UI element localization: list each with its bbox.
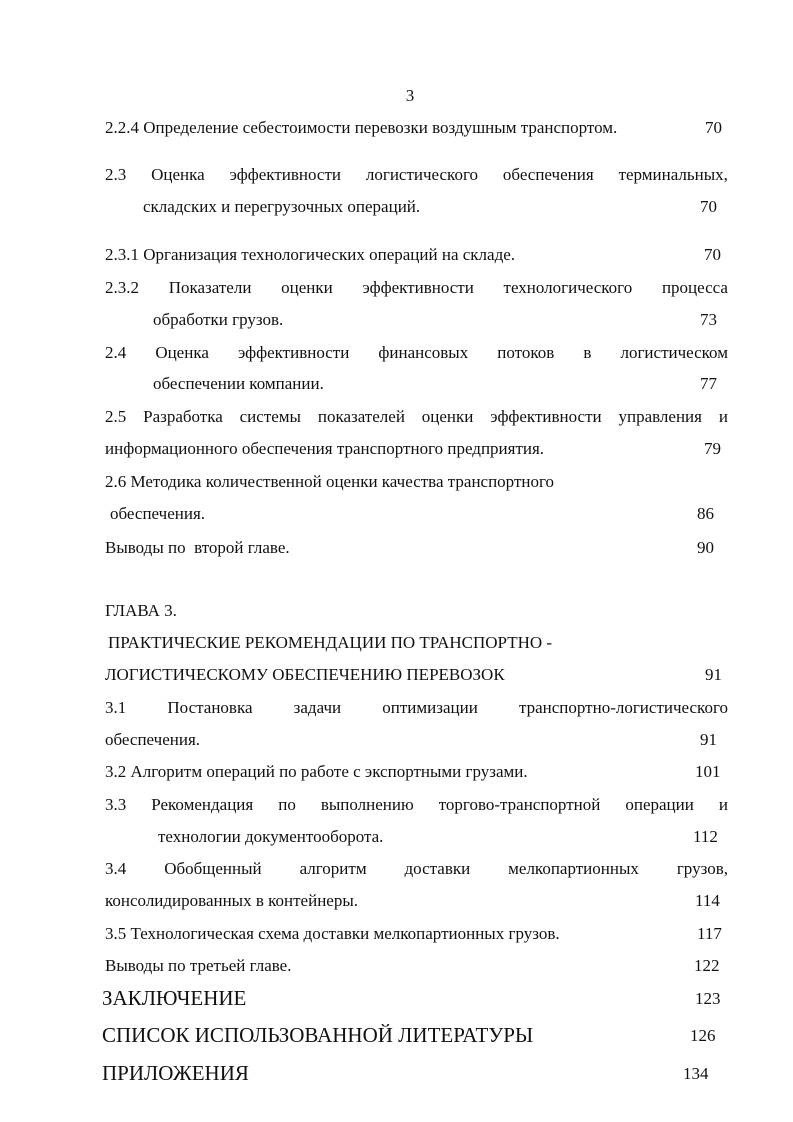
- toc-word: логистического: [365, 165, 478, 184]
- toc-entry-3-5-title: 3.5 Технологическая схема доставки мелкопартионных грузов.: [105, 924, 560, 943]
- toc-word: потоков: [497, 343, 555, 362]
- toc-entry-3-4-title: [105, 858, 728, 880]
- toc-appendices-title: ПРИЛОЖЕНИЯ: [102, 1061, 249, 1085]
- toc-entry-2-3-2-title: [105, 277, 728, 299]
- toc-word: алгоритм: [299, 859, 367, 878]
- toc-entry-2-5-title: [105, 406, 728, 428]
- toc-entry-3-4-cont: консолидированных в контейнеры.: [105, 891, 359, 910]
- toc-word: системы: [239, 407, 301, 426]
- toc-word: 2.4: [105, 343, 127, 362]
- toc-word: задачи: [293, 698, 342, 717]
- toc-appendices-page: 134: [683, 1064, 709, 1083]
- toc-word: эффективности: [237, 343, 350, 362]
- toc-conclusions-ch3-page: 122: [694, 956, 720, 975]
- toc-word: эффективности: [362, 278, 474, 297]
- toc-entry-2-3-cont: складских и перегрузочных операций.: [143, 197, 421, 216]
- toc-word: Обобщенный: [164, 859, 262, 878]
- toc-word: Показатели: [168, 278, 252, 297]
- toc-word: эффективности: [229, 165, 341, 184]
- toc-entry-2-3-2-cont: обработки грузов.: [153, 310, 284, 329]
- toc-entry-3-1-title: [105, 697, 728, 719]
- toc-word: технологического: [503, 278, 633, 297]
- toc-entry-2-4-cont: обеспечении компании.: [153, 374, 324, 393]
- toc-word: обеспечения: [502, 165, 594, 184]
- toc-entry-2-2-4-title: 2.2.4 Определение себестоимости перевозки воздушным транспортом.: [105, 118, 618, 137]
- toc-word: и: [718, 795, 728, 814]
- toc-word: финансовых: [378, 343, 469, 362]
- toc-chapter-3-heading: ГЛАВА 3.: [105, 601, 177, 620]
- toc-word: оценки: [281, 278, 333, 297]
- toc-entry-3-4-page: 114: [695, 891, 720, 910]
- toc-entry-2-6-title: 2.6 Методика количественной оценки качества транспортного: [105, 472, 555, 491]
- toc-word: по: [278, 795, 296, 814]
- toc-word: 3.4: [105, 859, 127, 878]
- toc-bibliography-title: СПИСОК ИСПОЛЬЗОВАННОЙ ЛИТЕРАТУРЫ: [102, 1023, 534, 1047]
- toc-word: Разработка: [143, 407, 223, 426]
- toc-conclusions-ch2-title: Выводы по второй главе.: [105, 538, 290, 557]
- toc-entry-2-6-page: 86: [697, 504, 714, 523]
- toc-word: управления: [618, 407, 702, 426]
- toc-conclusion-title: ЗАКЛЮЧЕНИЕ: [102, 986, 247, 1010]
- toc-word: оценки: [421, 407, 474, 426]
- toc-word: показателей: [317, 407, 405, 426]
- toc-chapter-3-title-line1: ПРАКТИЧЕСКИЕ РЕКОМЕНДАЦИИ ПО ТРАНСПОРТНО -: [108, 633, 553, 652]
- toc-entry-2-3-title: [105, 164, 728, 186]
- toc-word: оптимизации: [382, 698, 478, 717]
- toc-bibliography-page: 126: [690, 1026, 716, 1045]
- toc-word: транспортно-логистического: [518, 698, 728, 717]
- toc-word: логистическом: [620, 343, 728, 362]
- toc-word: Оценка: [151, 165, 205, 184]
- toc-entry-3-1-page: 91: [700, 730, 717, 749]
- toc-conclusion-page: 123: [695, 989, 721, 1008]
- toc-entry-2-3-page: 70: [700, 197, 717, 216]
- toc-word: мелкопартионных: [508, 859, 639, 878]
- toc-word: 3.1: [105, 698, 127, 717]
- toc-word: 2.3.2: [105, 278, 139, 297]
- toc-entry-3-2-title: 3.2 Алгоритм операций по работе с экспортными грузами.: [105, 762, 528, 781]
- toc-entry-2-6-cont: обеспечения.: [110, 504, 206, 523]
- toc-entry-3-3-cont: технологии документооборота.: [158, 827, 384, 846]
- toc-word: и: [718, 407, 728, 426]
- toc-conclusions-ch3-title: Выводы по третьей главе.: [105, 956, 292, 975]
- toc-conclusions-ch2-page: 90: [697, 538, 714, 557]
- toc-entry-2-3-1-title: 2.3.1 Организация технологических операций на складе.: [105, 245, 516, 264]
- toc-word: торгово-транспортной: [438, 795, 601, 814]
- toc-word: терминальных,: [618, 165, 728, 184]
- toc-word: Оценка: [155, 343, 209, 362]
- toc-entry-2-4-title: [105, 342, 728, 364]
- toc-entry-2-2-4-page: 70: [705, 118, 722, 137]
- toc-entry-2-3-1-page: 70: [704, 245, 721, 264]
- toc-entry-2-5-page: 79: [704, 439, 721, 458]
- toc-word: процесса: [661, 278, 728, 297]
- toc-word: операции: [625, 795, 694, 814]
- toc-chapter-3-title-line2: ЛОГИСТИЧЕСКОМУ ОБЕСПЕЧЕНИЮ ПЕРЕВОЗОК: [105, 665, 505, 684]
- toc-word: в: [583, 343, 592, 362]
- toc-entry-3-3-title: [105, 794, 728, 816]
- toc-word: выполнению: [320, 795, 414, 814]
- toc-word: доставки: [404, 859, 471, 878]
- page-number: 3: [405, 86, 415, 105]
- toc-entry-3-2-page: 101: [695, 762, 721, 781]
- toc-entry-3-5-page: 117: [697, 924, 722, 943]
- toc-entry-3-3-page: 112: [693, 827, 718, 846]
- toc-entry-2-5-cont: информационного обеспечения транспортного предприятия.: [105, 439, 545, 458]
- toc-entry-2-4-page: 77: [700, 374, 717, 393]
- toc-chapter-3-page: 91: [705, 665, 722, 684]
- toc-entry-2-3-2-page: 73: [700, 310, 717, 329]
- toc-word: эффективности: [490, 407, 602, 426]
- toc-word: Рекомендация: [151, 795, 254, 814]
- toc-word: 3.3: [105, 795, 127, 814]
- toc-entry-3-1-cont: обеспечения.: [105, 730, 201, 749]
- toc-word: Постановка: [167, 698, 253, 717]
- toc-word: 2.3: [105, 165, 127, 184]
- toc-word: 2.5: [105, 407, 127, 426]
- toc-word: грузов,: [676, 859, 728, 878]
